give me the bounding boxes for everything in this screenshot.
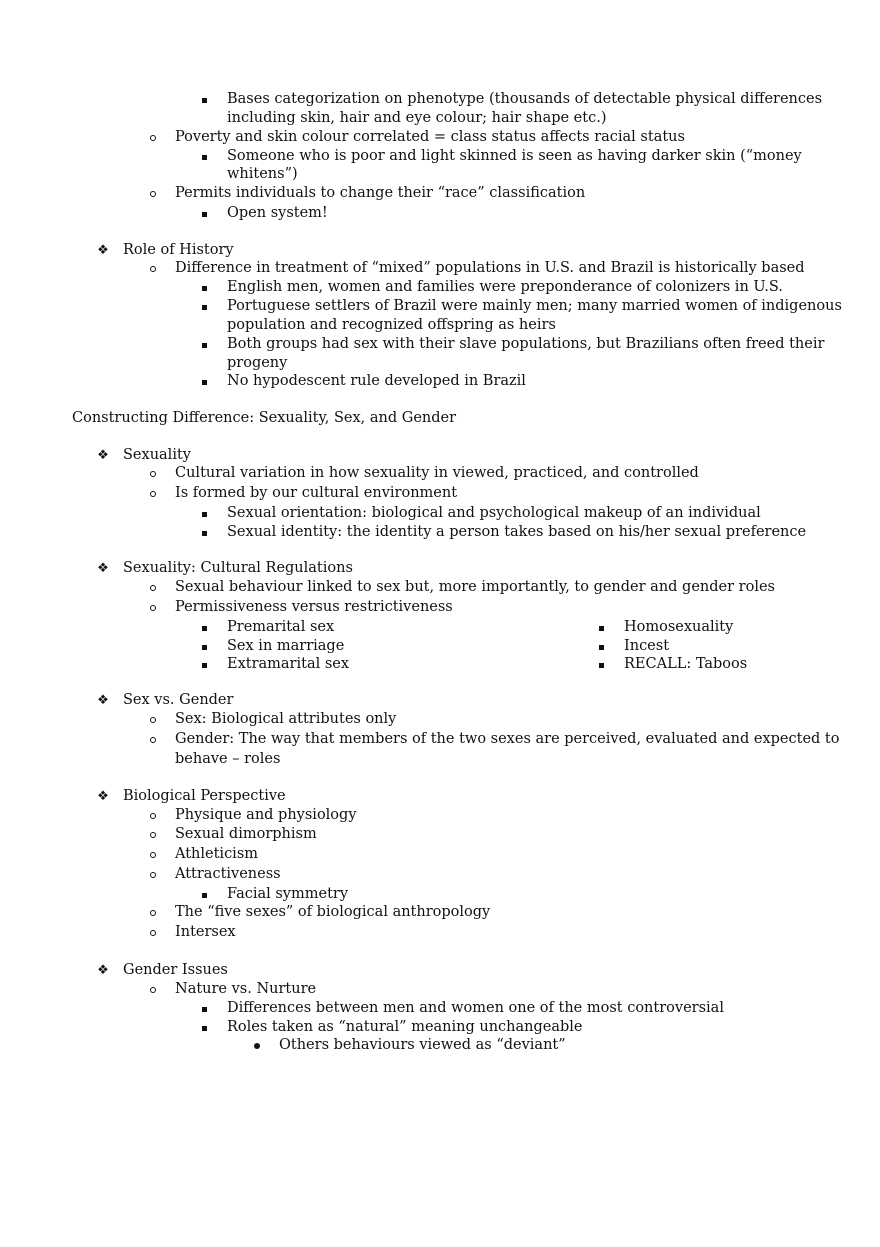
- square-bullet-icon: [597, 637, 605, 656]
- text-line: Attractiveness: [175, 866, 281, 882]
- square-bullet-icon: [200, 278, 208, 297]
- square-bullet-icon: [200, 504, 208, 523]
- text-line: Is formed by our cultural environment: [175, 485, 458, 501]
- text-line: Homosexuality: [624, 619, 734, 635]
- square-bullet-icon: [200, 523, 208, 542]
- square-bullet-icon: [200, 335, 208, 354]
- diamond-bullet-icon: ❖: [97, 789, 109, 804]
- text-line: Sex: Biological attributes only: [175, 711, 397, 727]
- text-line: Cultural variation in how sexuality in viewed, practiced, and controlled: [175, 465, 699, 481]
- text-line: Physique and physiology: [175, 807, 357, 823]
- text-line: Intersex: [175, 924, 236, 940]
- square-bullet-icon: [200, 90, 208, 109]
- text-line: Gender: The way that members of the two sexes are perceived, evaluated and expected to: [175, 731, 840, 747]
- circle-bullet-icon: [148, 845, 158, 864]
- circle-bullet-icon: [148, 464, 158, 483]
- text-line: including skin, hair and eye colour; hair shape etc.): [227, 110, 607, 126]
- square-bullet-icon: [200, 999, 208, 1018]
- circle-bullet-icon: [148, 923, 158, 942]
- section-heading: Sex vs. Gender: [123, 692, 234, 708]
- dot-bullet-icon: [252, 1036, 262, 1055]
- text-line: Permissiveness versus restrictiveness: [175, 599, 453, 615]
- square-bullet-icon: [200, 372, 208, 391]
- square-bullet-icon: [200, 885, 208, 904]
- diamond-bullet-icon: ❖: [97, 243, 109, 258]
- circle-bullet-icon: [148, 865, 158, 884]
- text-line: Others behaviours viewed as “deviant”: [279, 1037, 566, 1053]
- text-line: whitens”): [227, 166, 298, 182]
- circle-bullet-icon: [148, 128, 158, 147]
- circle-bullet-icon: [148, 259, 158, 278]
- text-line: population and recognized offspring as heirs: [227, 317, 556, 333]
- circle-bullet-icon: [148, 825, 158, 844]
- circle-bullet-icon: [148, 903, 158, 922]
- text-line: Sexual behaviour linked to sex but, more importantly, to gender and gender roles: [175, 579, 775, 595]
- section-heading: Role of History: [123, 242, 234, 258]
- circle-bullet-icon: [148, 806, 158, 825]
- square-bullet-icon: [597, 655, 605, 674]
- text-line: Roles taken as “natural” meaning unchangeable: [227, 1019, 583, 1035]
- square-bullet-icon: [200, 637, 208, 656]
- circle-bullet-icon: [148, 710, 158, 729]
- text-line: English men, women and families were preponderance of colonizers in U.S.: [227, 279, 783, 295]
- text-line: Sexual dimorphism: [175, 826, 317, 842]
- text-line: Bases categorization on phenotype (thousands of detectable physical differences: [227, 91, 823, 107]
- text-line: Permits individuals to change their “race” classification: [175, 185, 586, 201]
- text-line: Differences between men and women one of the most controversial: [227, 1000, 724, 1016]
- section-heading: Sexuality: Cultural Regulations: [123, 560, 353, 576]
- text-line: Incest: [624, 638, 670, 654]
- text-line: No hypodescent rule developed in Brazil: [227, 373, 526, 389]
- text-line: Athleticism: [175, 846, 259, 862]
- square-bullet-icon: [200, 1018, 208, 1037]
- circle-bullet-icon: [148, 598, 158, 617]
- circle-bullet-icon: [148, 484, 158, 503]
- text-line: Premarital sex: [227, 619, 335, 635]
- circle-bullet-icon: [148, 980, 158, 999]
- square-bullet-icon: [200, 147, 208, 166]
- square-bullet-icon: [200, 655, 208, 674]
- square-bullet-icon: [200, 618, 208, 637]
- diamond-bullet-icon: ❖: [97, 693, 109, 708]
- text-line: Poverty and skin colour correlated = class status affects racial status: [175, 129, 685, 145]
- text-line: Facial symmetry: [227, 886, 349, 902]
- text-line: progeny: [227, 355, 288, 371]
- circle-bullet-icon: [148, 184, 158, 203]
- section-heading: Sexuality: [123, 447, 191, 463]
- text-line: Sexual identity: the identity a person takes based on his/her sexual preference: [227, 524, 807, 540]
- text-line: behave – roles: [175, 751, 281, 767]
- text-line: Nature vs. Nurture: [175, 981, 317, 997]
- section-heading: Gender Issues: [123, 962, 228, 978]
- text-line: Portuguese settlers of Brazil were mainly men; many married women of indigenous: [227, 298, 842, 314]
- text-line: The “five sexes” of biological anthropology: [175, 904, 491, 920]
- text-line: Sex in marriage: [227, 638, 345, 654]
- circle-bullet-icon: [148, 730, 158, 749]
- diamond-bullet-icon: ❖: [97, 963, 109, 978]
- text-line: Difference in treatment of “mixed” populations in U.S. and Brazil is historically based: [175, 260, 805, 276]
- section-heading: Biological Perspective: [123, 788, 286, 804]
- text-line: Both groups had sex with their slave populations, but Brazilians often freed their: [227, 336, 825, 352]
- diamond-bullet-icon: ❖: [97, 561, 109, 576]
- text-line: RECALL: Taboos: [624, 656, 748, 672]
- square-bullet-icon: [200, 297, 208, 316]
- square-bullet-icon: [597, 618, 605, 637]
- text-line: Someone who is poor and light skinned is seen as having darker skin (“money: [227, 148, 802, 164]
- circle-bullet-icon: [148, 578, 158, 597]
- text-line: Sexual orientation: biological and psychological makeup of an individual: [227, 505, 761, 521]
- page-heading: Constructing Difference: Sexuality, Sex, and Gender: [72, 410, 457, 426]
- text-line: Open system!: [227, 205, 328, 221]
- text-line: Extramarital sex: [227, 656, 350, 672]
- diamond-bullet-icon: ❖: [97, 448, 109, 463]
- square-bullet-icon: [200, 204, 208, 223]
